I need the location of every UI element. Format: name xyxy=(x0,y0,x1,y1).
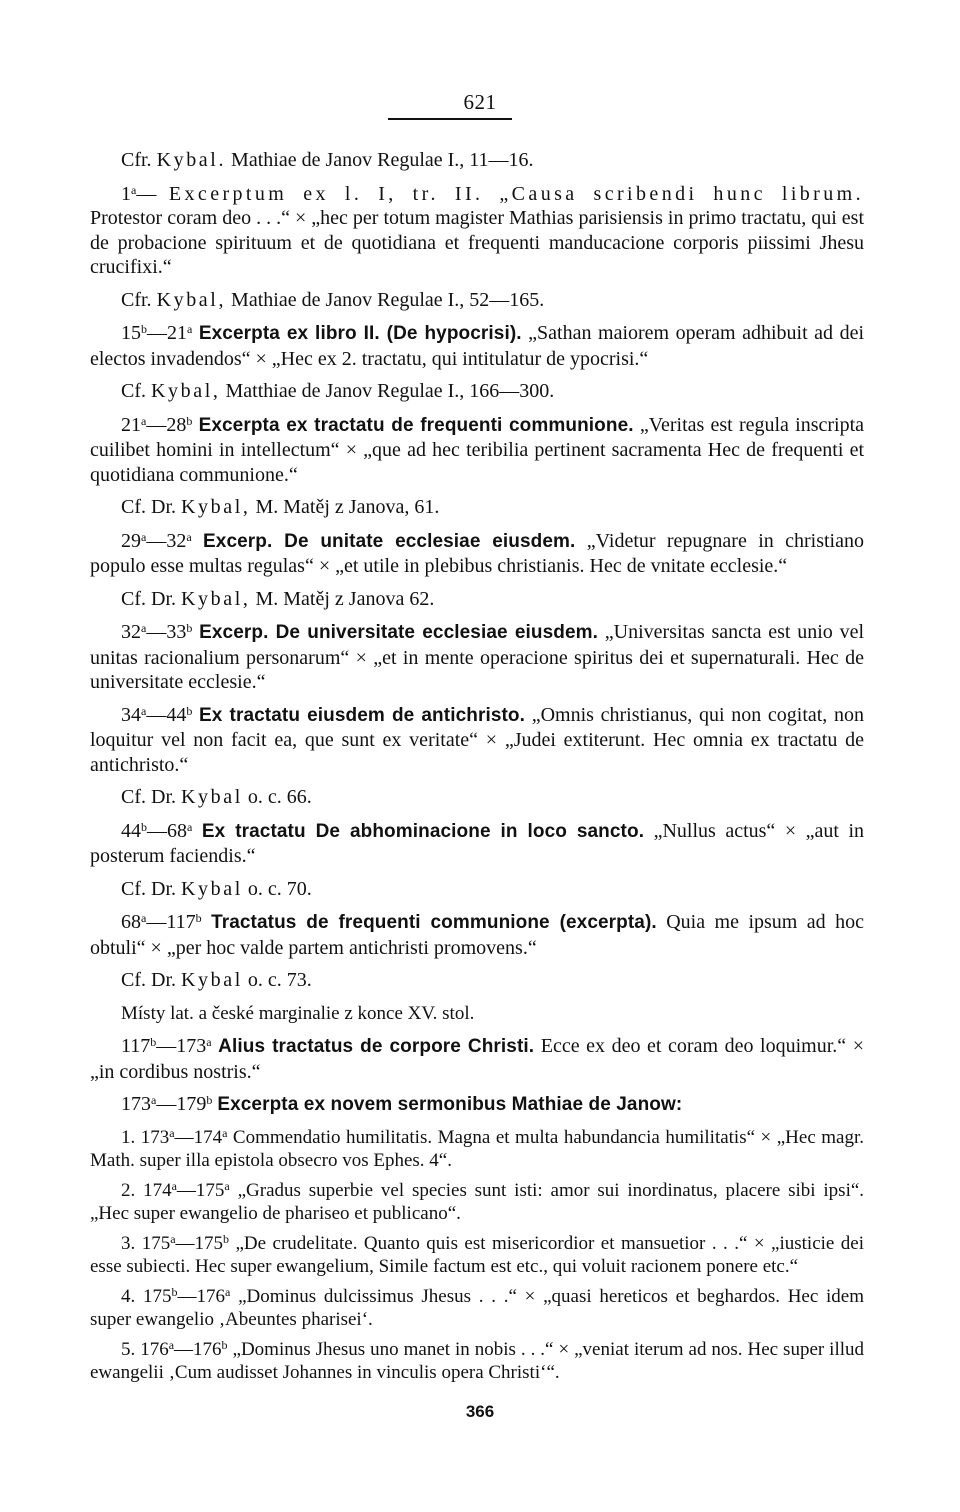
folio-dash: — xyxy=(156,1093,177,1115)
folio-to: 28 xyxy=(166,413,187,436)
folio-to-side: b xyxy=(186,621,193,635)
folio-to: 174 xyxy=(193,1126,223,1148)
cf-reference xyxy=(90,587,864,612)
folio-from-side: b xyxy=(150,1035,157,1049)
manuscript-entry xyxy=(90,819,864,869)
folio-to-side: b xyxy=(223,1231,230,1246)
folio-from: 3. 175 xyxy=(121,1232,171,1254)
header-rule xyxy=(388,118,512,120)
folio-dash: — xyxy=(136,182,169,205)
folio-to: 176 xyxy=(193,1338,222,1360)
author-name: Kybal. xyxy=(156,149,227,171)
sermon-item xyxy=(90,1126,864,1172)
note-text: Místy lat. a české marginalie z konce XV. stol. xyxy=(121,1002,475,1024)
reference-source: M. Matěj z Janova, 61. xyxy=(250,496,440,518)
folio-from: 34 xyxy=(121,703,141,726)
reference-prefix: Cfr. xyxy=(121,288,157,311)
author-name: Kybal xyxy=(181,786,243,808)
incipit-explicit: „Sathan maiorem operam adhibuit ad dei electos invadendos“ × „Hec ex 2. tractatu, qui intitulatur de ypocrisi.“ xyxy=(90,322,865,370)
folio-dash: — xyxy=(156,1035,177,1057)
folio-from-side: a xyxy=(141,703,147,718)
excerpt-title: Excerpta ex libro II. (De hypocrisi). xyxy=(198,323,522,344)
folio-from-side: a xyxy=(171,1178,177,1193)
folio-to: 173 xyxy=(176,1035,207,1057)
folio-from: 29 xyxy=(121,529,141,552)
folio-to-side: a xyxy=(187,819,193,834)
reference-prefix: Cf. Dr. xyxy=(121,786,181,808)
folio-dash: — xyxy=(146,621,167,643)
folio-from-side: a xyxy=(141,911,147,925)
folio-to: 32 xyxy=(166,529,187,552)
folio-from: 21 xyxy=(121,413,141,436)
incipit-explicit: „De crudelitate. Quanto quis est misericordior et mansuetior . . .“ × „iusticie dei esse subiecti. Hec super ewangelium, Simile factum est etc., qui voluit racionem ponere etc.“ xyxy=(90,1232,864,1277)
folio-from: 1 xyxy=(121,182,131,205)
excerpt-title: Tractatus de frequenti communione (excerpta). xyxy=(211,912,657,933)
folio-to: 117 xyxy=(166,911,196,933)
manuscript-entry xyxy=(90,413,864,488)
reference-prefix: Cf. xyxy=(121,380,151,402)
excerpt-title: Excerpta ex tractatu de frequenti communione. xyxy=(198,414,634,436)
folio-from: 4. 175 xyxy=(121,1285,172,1307)
folio-to: 179 xyxy=(176,1093,207,1115)
cf-reference xyxy=(90,877,864,902)
folio-dash: — xyxy=(146,911,167,933)
excerpt-title: Ex tractatu eiusdem de antichristo. xyxy=(199,704,525,726)
sermon-item xyxy=(90,1285,864,1331)
reference-prefix: Cf. Dr. xyxy=(121,969,181,991)
folio-dash: — xyxy=(147,322,167,344)
reference-source: Mathiae de Janov Regulae I., 11—16. xyxy=(226,149,534,171)
folio-to-side: a xyxy=(187,322,193,336)
author-name: Kybal, xyxy=(181,496,251,518)
folio-number: 366 xyxy=(465,1402,495,1421)
folio-from-side: b xyxy=(141,819,147,834)
folio-from-side: b xyxy=(171,1284,178,1299)
folio-from: 173 xyxy=(121,1093,151,1115)
folio-dash: — xyxy=(174,1338,194,1360)
reference-source: o. c. 73. xyxy=(242,969,312,991)
folio-to-side: a xyxy=(225,1284,231,1299)
cf-reference xyxy=(90,148,864,173)
folio-from-side: a xyxy=(168,1337,175,1352)
folio-to: 44 xyxy=(166,703,187,726)
folio-to-side: b xyxy=(206,1093,213,1107)
folio-dash: — xyxy=(147,819,167,842)
incipit-explicit: „Nullus actus“ × „aut in posterum faciendis.“ xyxy=(90,819,865,867)
author-name: Kybal, xyxy=(156,288,227,311)
excerpt-title: Alius tractatus de corpore Christi. xyxy=(218,1036,535,1057)
folio-to: 21 xyxy=(167,322,187,344)
folio-to-side: a xyxy=(186,529,192,544)
catalog-content xyxy=(90,148,864,1391)
manuscript-entry xyxy=(90,1034,864,1084)
manuscript-entry xyxy=(90,703,864,778)
folio-from: 2. 174 xyxy=(121,1179,172,1201)
author-name: Kybal, xyxy=(181,587,251,610)
incipit-explicit: „Universitas sancta est unio vel unitas racionalium personarum“ × „et in mente operacione spiritus dei et supernaturali. Hec de universitate ecclesie.“ xyxy=(90,621,864,693)
manuscript-entry xyxy=(90,1092,864,1118)
incipit-explicit: „Gradus superbie vel species sunt isti: amor sui inordinatus, placere sibi ipsi“. „Hec super ewangelio de phariseo et publicano“. xyxy=(90,1179,865,1224)
reference-source: M. Matěj z Janova 62. xyxy=(250,587,435,610)
sermon-item xyxy=(90,1338,864,1384)
folio-dash: — xyxy=(146,529,167,552)
manuscript-entry xyxy=(90,529,864,579)
folio-dash: — xyxy=(176,1179,196,1201)
folio-from-side: a xyxy=(151,1093,157,1107)
excerpt-title: Excerp. De unitate ecclesiae eiusdem. xyxy=(203,530,576,552)
incipit-explicit: „Omnis christianus, qui non cogitat, non loquitur vel non facit ea, que sunt ex veritate“ × „Judei extiterunt. Hec omnia ex tractatu de antichristo.“ xyxy=(90,703,864,776)
incipit-explicit: Quia me ipsum ad hoc obtuli“ × „per hoc valde partem antichristi promovens.“ xyxy=(90,911,865,959)
folio-dash: — xyxy=(174,1126,194,1148)
incipit-explicit: „Dominus Jhesus uno manet in nobis . . .“ × „veniat iterum ad nos. Hec super illud ewangelii ‚Cum audisset Johannes in vinculis opera Christi‘“. xyxy=(90,1338,865,1383)
folio-to: 176 xyxy=(196,1285,225,1307)
folio-to-side: b xyxy=(186,413,193,428)
folio-to-side: b xyxy=(195,911,202,925)
cf-reference xyxy=(90,379,864,404)
excerpt-title: Excerp. De universitate ecclesiae eiusdem. xyxy=(199,622,598,643)
reference-prefix: Cf. Dr. xyxy=(121,496,181,518)
folio-to: 68 xyxy=(167,819,187,842)
folio-from: 117 xyxy=(121,1035,151,1057)
excerpt-title-spaced: Excerptum ex l. I, tr. II. „Causa scribendi hunc librum. xyxy=(168,182,864,205)
folio-dash: — xyxy=(146,413,167,436)
sermon-item xyxy=(90,1179,864,1225)
folio-from: 1. 173 xyxy=(121,1126,170,1148)
reference-prefix: Cfr. xyxy=(121,149,157,171)
folio-to: 33 xyxy=(166,621,187,643)
folio-from: 32 xyxy=(121,621,141,643)
incipit-explicit: Commendatio humilitatis. Magna et multa habundancia humilitatis“ × „Hec magr. Math. super illa epistola obsecro vos Ephes. 4“. xyxy=(90,1126,865,1171)
manuscript-entry xyxy=(90,321,864,371)
folio-to-side: a xyxy=(206,1035,212,1049)
cf-reference xyxy=(90,785,864,810)
folio-from: 15 xyxy=(121,322,141,344)
folio-from-side: a xyxy=(170,1231,176,1246)
reference-source: Matthiae de Janov Regulae I., 166—300. xyxy=(220,380,555,402)
excerpt-title: Ex tractatu De abhominacione in loco sancto. xyxy=(201,820,645,842)
folio-from-side: a xyxy=(141,529,147,544)
folio-to: 175 xyxy=(194,1232,224,1254)
cf-reference xyxy=(90,288,864,313)
folio-to-side: b xyxy=(221,1337,228,1352)
author-name: Kybal xyxy=(181,877,243,900)
manuscript-entry xyxy=(90,182,864,280)
incipit-explicit: „Dominus dulcissimus Jhesus . . .“ × „quasi hereticos et beghardos. Hec idem super ewangelio ‚Abeuntes pharisei‘. xyxy=(90,1285,865,1330)
folio-dash: — xyxy=(146,703,167,726)
incipit-explicit: „Veritas est regula inscripta cuilibet homini in intellectum“ × „que ad hec teribilia pertinent sacramenta Hec de frequenti et quotidiana communione.“ xyxy=(90,413,865,486)
folio-from: 68 xyxy=(121,911,141,933)
folio-to: 175 xyxy=(195,1179,225,1201)
folio-to-side: a xyxy=(224,1178,230,1193)
folio-to-side: b xyxy=(186,703,193,718)
page-number: 621 xyxy=(463,90,497,114)
incipit-explicit: „Videtur repugnare in christiano populo esse multas regulas“ × „et utile in plebibus christianis. Hec de vnitate ecclesie.“ xyxy=(90,529,864,577)
manuscript-entry xyxy=(90,910,864,960)
reference-source: o. c. 70. xyxy=(242,877,312,900)
folio-from-side: a xyxy=(169,1125,175,1140)
incipit-explicit: Protestor coram deo . . .“ × „hec per totum magister Mathias parisiensis in primo tractatu, qui est de probacione spirituum et de quotidiana et frequenti manducacione corporis piissimi Jhesu crucifixi.“ xyxy=(90,207,864,278)
marginalia-note xyxy=(90,1002,864,1027)
folio-dash: — xyxy=(175,1232,195,1254)
reference-prefix: Cf. Dr. xyxy=(121,587,181,610)
folio-from: 5. 176 xyxy=(121,1338,169,1360)
cf-reference xyxy=(90,968,864,993)
folio-from: 44 xyxy=(121,819,141,842)
folio-from-side: a xyxy=(141,413,147,428)
incipit-explicit: Ecce ex deo et coram deo loquimur.“ × „in cordibus nostris.“ xyxy=(90,1035,865,1083)
author-name: Kybal xyxy=(181,969,243,991)
reference-source: o. c. 66. xyxy=(242,786,312,808)
reference-prefix: Cf. Dr. xyxy=(121,877,181,900)
reference-source: Mathiae de Janov Regulae I., 52—165. xyxy=(226,288,545,311)
folio-from-side: a xyxy=(141,621,147,635)
manuscript-entry xyxy=(90,620,864,695)
folio-to-side: a xyxy=(222,1125,228,1140)
excerpt-title: Excerpta ex novem sermonibus Mathiae de Janow: xyxy=(217,1094,683,1115)
folio-from-side: a xyxy=(131,182,137,197)
author-name: Kybal, xyxy=(151,380,221,402)
folio-dash: — xyxy=(177,1285,197,1307)
sermon-item xyxy=(90,1232,864,1278)
folio-from-side: b xyxy=(141,322,147,336)
cf-reference xyxy=(90,495,864,520)
